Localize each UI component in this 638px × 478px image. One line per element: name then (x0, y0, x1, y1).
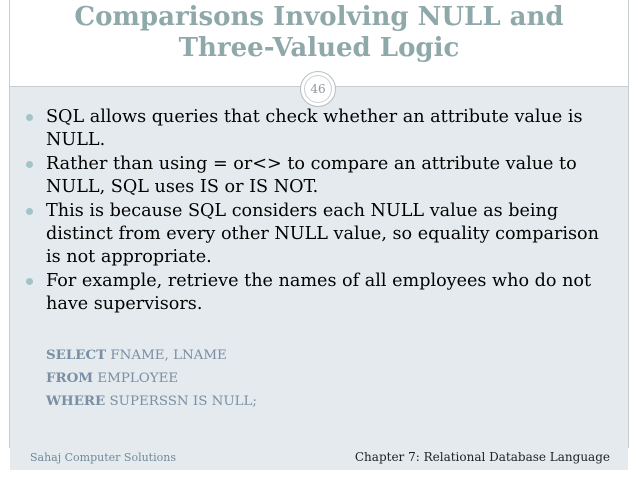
bullet-marker-icon (26, 161, 33, 168)
bullet-marker-icon (26, 208, 33, 215)
sql-line-from (46, 367, 606, 390)
bullet-text: Rather than using = or<> to compare an attribute value to NULL, SQL uses IS or IS NOT. (46, 154, 577, 197)
sql-line-select (46, 344, 606, 367)
bullet-item (24, 106, 614, 152)
sql-keyword: SELECT (46, 347, 107, 363)
footer-chapter: Chapter 7: Relational Database Language (354, 450, 610, 464)
slide-title: Comparisons Involving NULL and Three-Valued Logic (74, 2, 564, 63)
sql-clause: FNAME, LNAME (110, 348, 227, 363)
sql-line-where (46, 390, 606, 413)
bullet-item (24, 200, 614, 269)
footer-author: Sahaj Computer Solutions (30, 451, 176, 464)
slide-frame-right (628, 0, 629, 448)
bullet-list (24, 106, 614, 317)
bullet-marker-icon (26, 278, 33, 285)
sql-keyword: WHERE (46, 393, 106, 409)
sql-keyword: FROM (46, 370, 94, 386)
sql-clause: EMPLOYEE (97, 371, 179, 386)
bullet-text: For example, retrieve the names of all employees who do not have supervisors. (46, 271, 592, 314)
bullet-item (24, 153, 614, 199)
bullet-item (24, 270, 614, 316)
bullet-text: This is because SQL considers each NULL value as being distinct from every other NULL value, so equality comparison is not appropriate. (46, 201, 599, 267)
bullet-marker-icon (26, 114, 33, 121)
page-number-badge (300, 71, 336, 107)
page-number: 46 (310, 82, 326, 96)
bullet-text: SQL allows queries that check whether an attribute value is NULL. (46, 107, 583, 150)
slide-footer (10, 444, 628, 470)
sql-clause: SUPERSSN IS NULL; (109, 394, 257, 409)
sql-code-block (46, 344, 606, 413)
